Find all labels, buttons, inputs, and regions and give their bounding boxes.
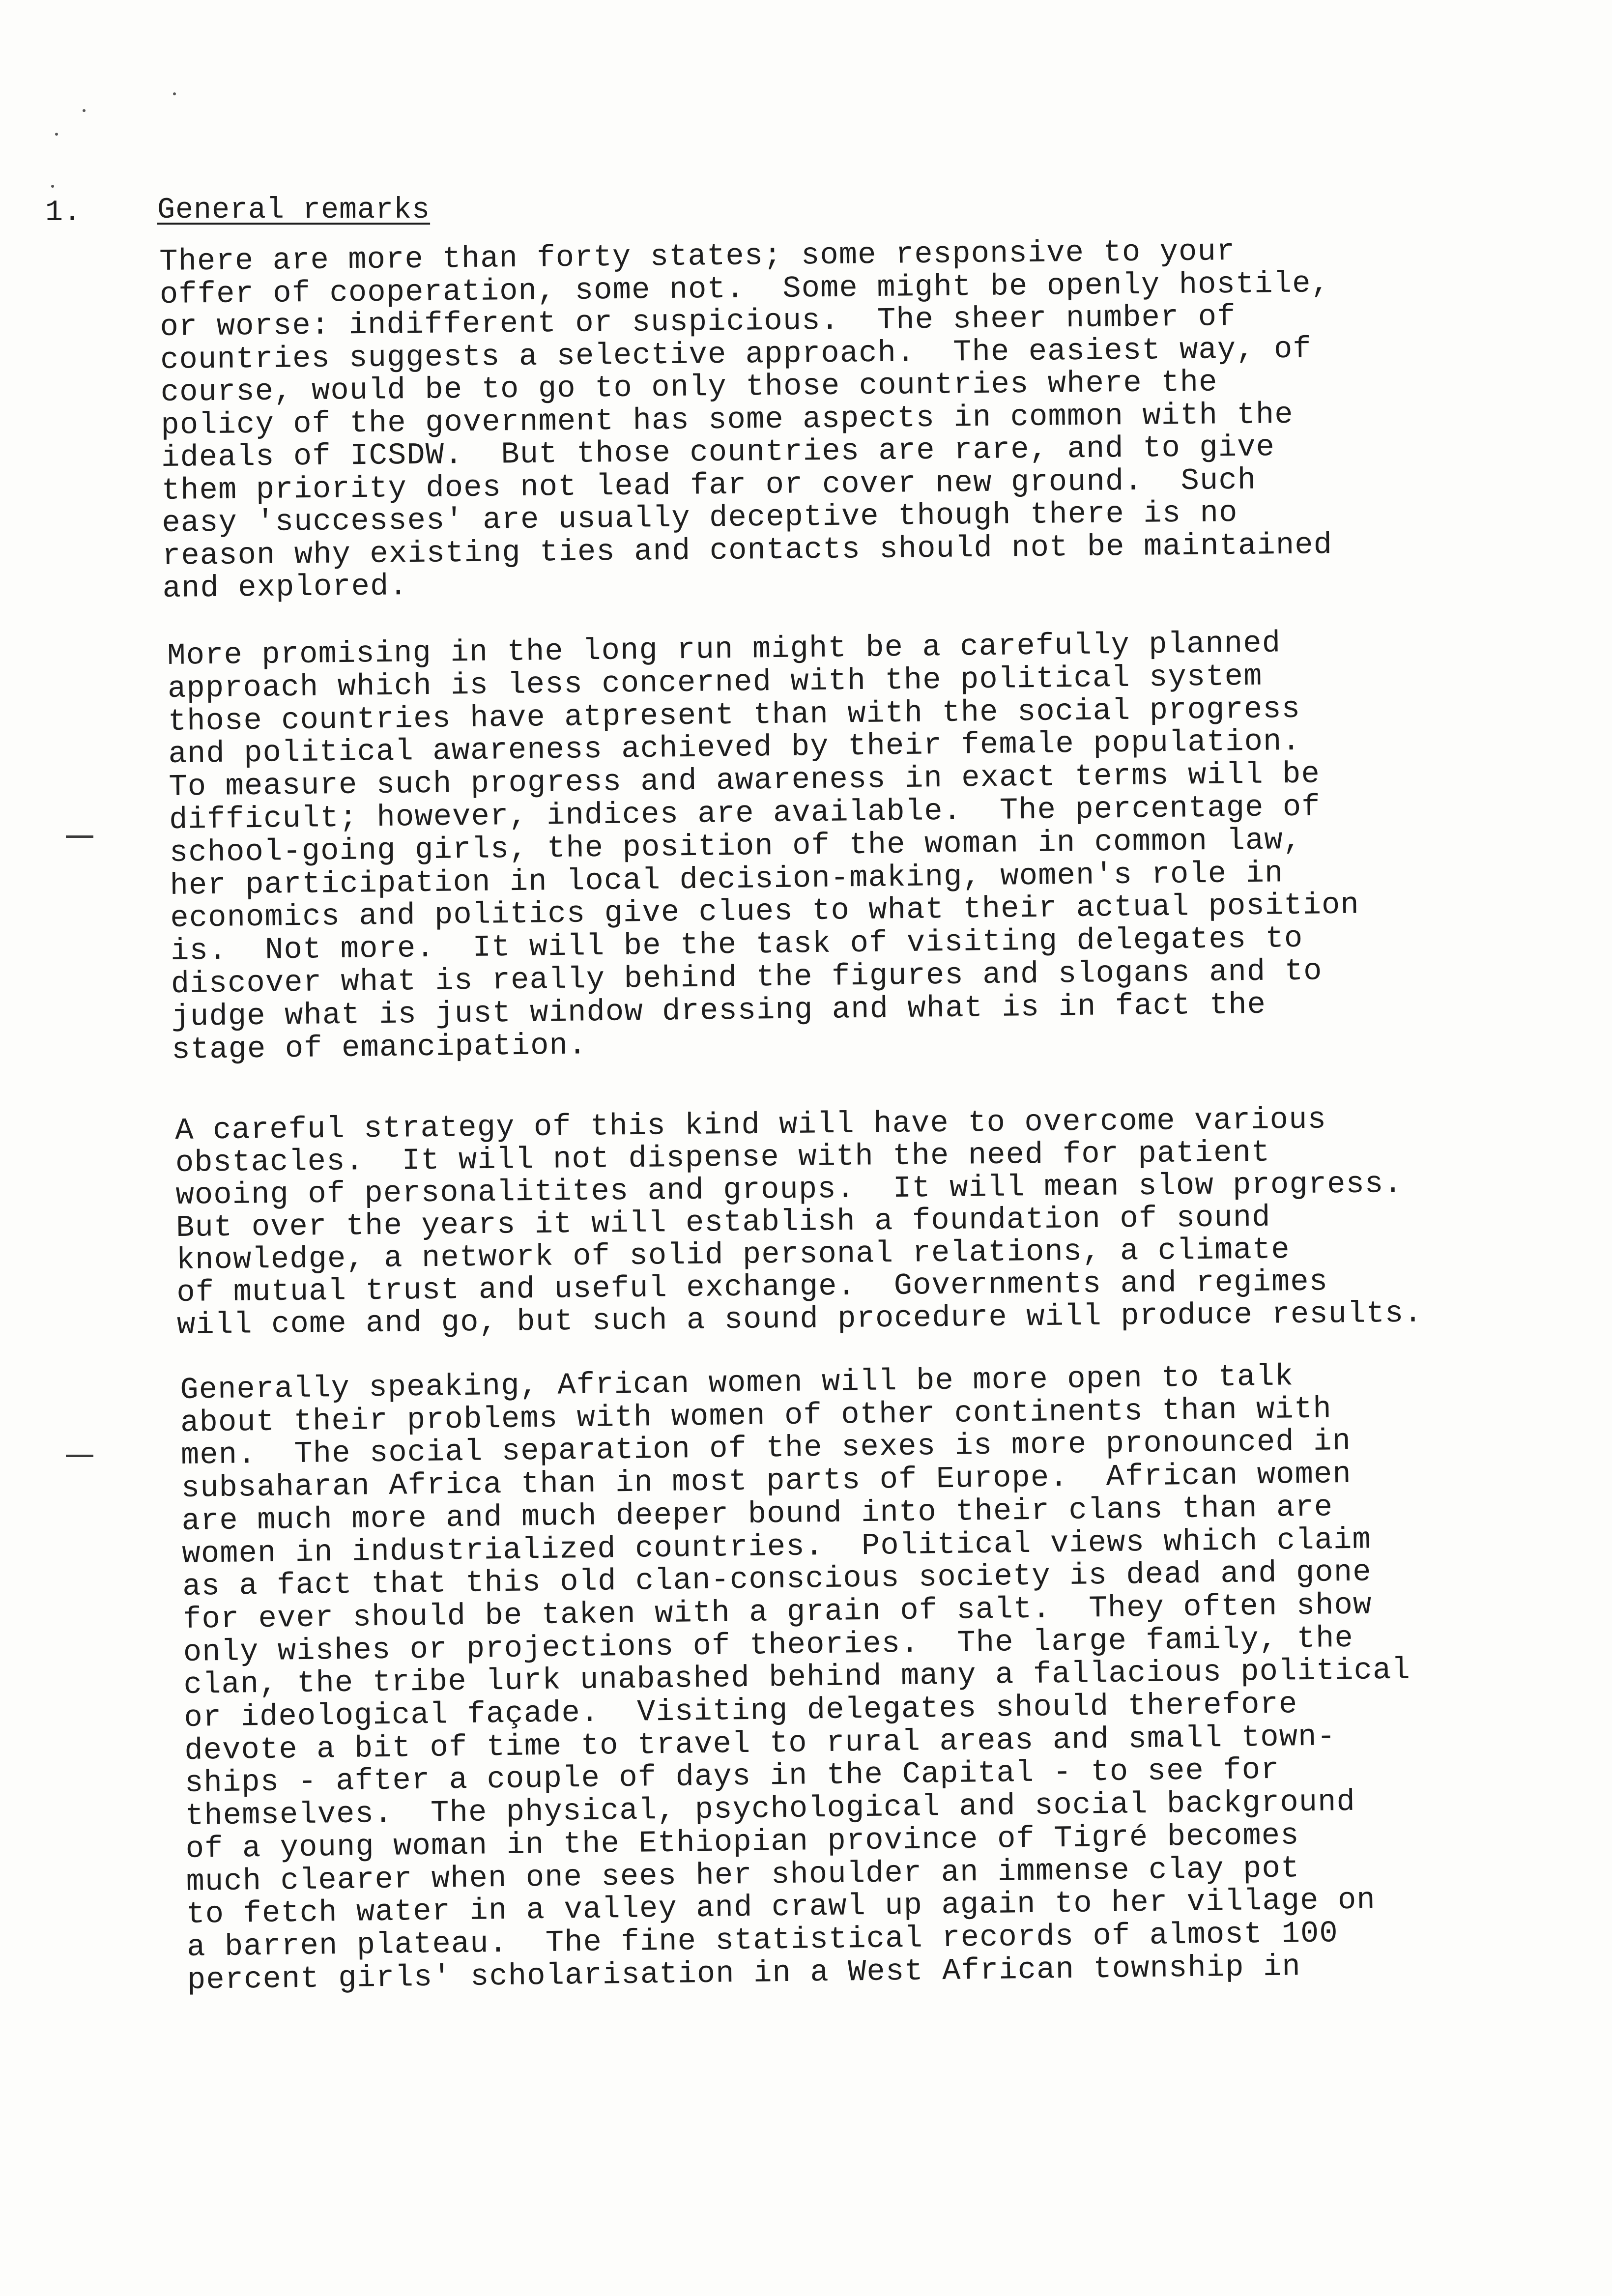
scan-speck <box>83 109 86 112</box>
paragraph-selective-approach: There are more than forty states; some responsive to your offer of cooperation, some not. Some might be openly hostile, or worse: indifferent or suspicious. The sheer number of countries suggests a selective approach. The easiest way, of course, would be to go to only those countries where the policy of the government has some aspects in common with the ideals of ICSDW. But those countries are rare, and to give them priority does not lead far or cover new ground. Such easy 'successes' are usually deceptive though there is no reason why existing ties and contacts should not be maintained and explored. <box>159 233 1333 606</box>
margin-dash-mark <box>66 1455 93 1457</box>
scan-speck <box>55 133 58 136</box>
paragraph-african-women: Generally speaking, African women will be more open to talk about their problems with women of other continents than with men. The social separation of the sexes is more pronounced in subsaharan Africa than in most parts of Europe. African women are much more and much deeper bound into their clans than are women in industrialized countries. Political views which claim as a fact that this old clan-conscious society is dead and gone for ever should be taken with a grain of salt. They often show only wishes or projections of theories. The large family, the clan, the tribe lurk unabashed behind many a fallacious political or ideological façade. Visiting delegates should therefore devote a bit of time to travel to rural areas and small town- ships - after a couple of days in the Capital - to see for themselves. The physical, psychological and social background of a young woman in the Ethiopian province of Tigré becomes much clearer when one sees her shoulder an immense clay pot to fetch water in a valley and crawl up again to her village on a barren plateau. The fine statistical records of almost 100 percent girls' scholarisation in a West African township in <box>179 1359 1411 1998</box>
scan-speck <box>51 185 54 188</box>
margin-dash-mark <box>66 835 93 838</box>
section-number: 1. <box>45 196 82 230</box>
paragraph-careful-strategy: A careful strategy of this kind will have to overcome various obstacles. It will not dispense with the need for patient wooing of personalitites and groups. It will mean slow progress. But over the years it will establish a foundation of sound knowledge, a network of solid personal relations, a climate of mutual trust and useful exchange. Governments and regimes will come and go, but such a sound procedure will produce results. <box>174 1102 1423 1343</box>
section-heading: General remarks <box>157 194 431 227</box>
scan-speck <box>173 92 176 95</box>
paragraph-planned-approach: More promising in the long run might be a carefully planned approach which is less concerned with the political system those countries have atpresent than with the social progress and political awareness achieved by their female population. To measure such progress and awareness in exact terms will be difficult; however, indices are available. The percentage of school-going girls, the position of the woman in common law, her participation in local decision-making, women's role in economics and politics give clues to what their actual position is. Not more. It will be the task of visiting delegates to discover what is really behind the figures and slogans and to judge what is just window dressing and what is in fact the stage of emancipation. <box>167 626 1360 1067</box>
